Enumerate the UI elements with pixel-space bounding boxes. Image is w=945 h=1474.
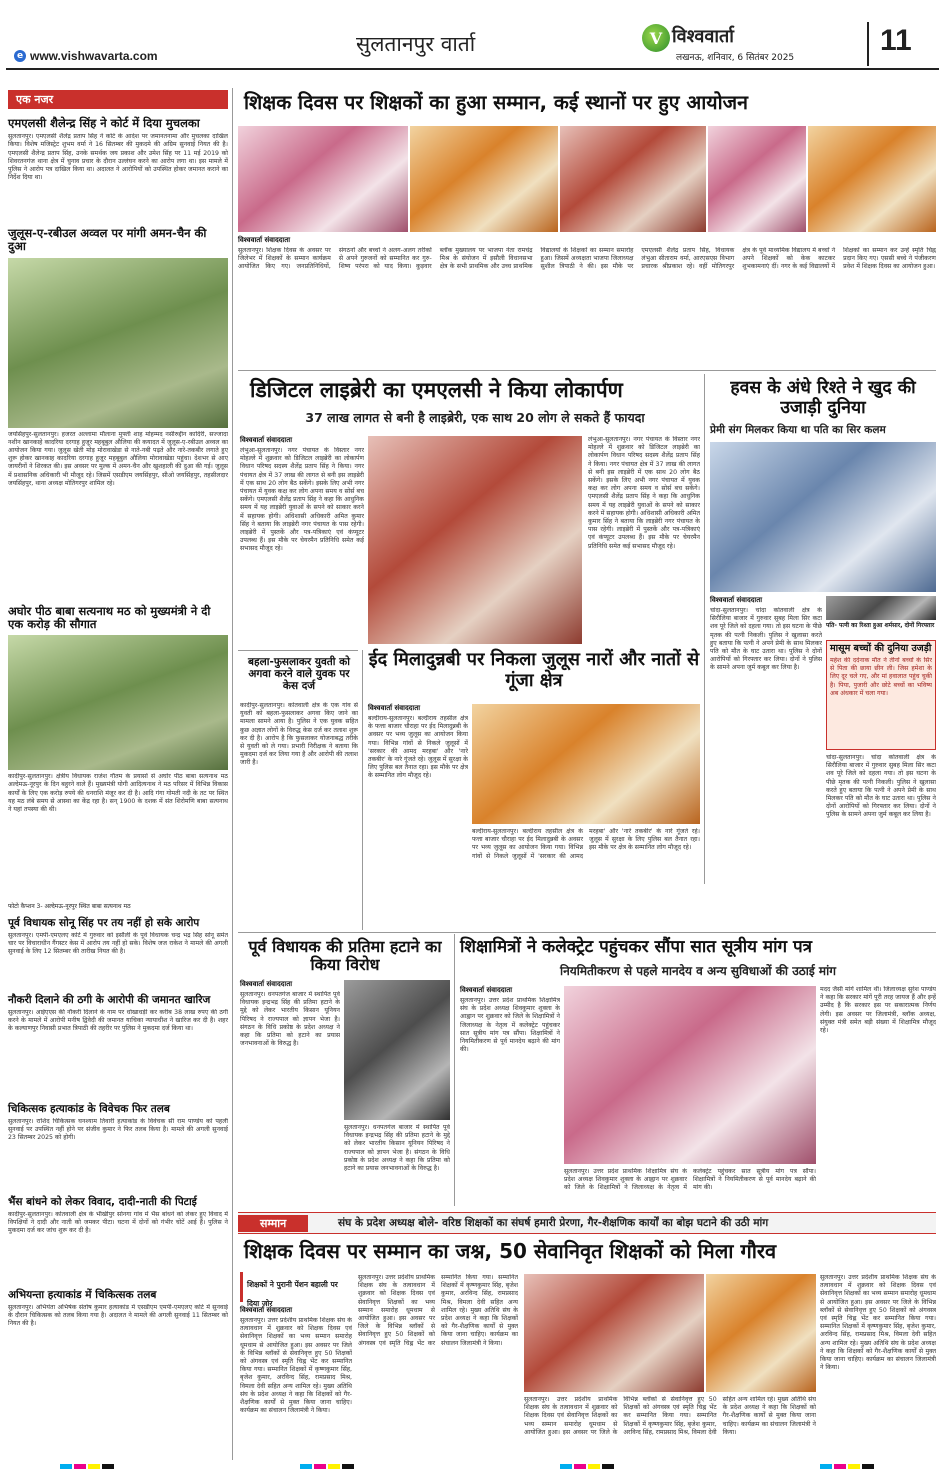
- bottom-note: [240, 1272, 352, 1308]
- library-divider: [704, 374, 705, 884]
- eid-text: [368, 704, 468, 928]
- eid-photo: [472, 704, 700, 824]
- left-column: [8, 90, 228, 1460]
- bottom-headline: शिक्षक दिवस पर सम्मान का जश्न, 50 सेवानिवृत शिक्षकों को मिला गौरव: [244, 1239, 777, 1263]
- reg-swatch: [574, 1464, 586, 1469]
- story4-headline: पूर्व विधायक सोनू सिंह पर तय नहीं हो सके आरोप: [8, 916, 200, 929]
- reg-swatch: [834, 1464, 846, 1469]
- shiksha-subheadline: नियमितीकरण से पहले मानदेय व अन्य सुविधाओं की उठाई मांग: [560, 964, 836, 978]
- reg-swatch: [862, 1464, 874, 1469]
- left-column-divider: [232, 88, 233, 1460]
- shiksha-body: सुलतानपुर। उत्तर प्रदेश प्राथमिक शिक्षामित्र संघ के प्रदेश अध्यक्ष शिवकुमार शुक्ला के आह्वान पर शुक्रवार को जिले के शिक्षामित्रों ने जिलाध्यक्ष के नेतृत्व में कलेक्ट्रेट पहुंचकर सात सूत्रीय मांग पत्र सौंपा। शिक्षामित्रों ने नियमितीकरण से पूर्व मानदेय बढ़ाने की मांग की।: [460, 997, 560, 1054]
- lust-inset-photo: [826, 596, 936, 620]
- lust-headline: हवस के अंधे रिश्ते ने खुद की उजाड़ी दुनिया: [730, 378, 916, 419]
- lust-body: चांदा-सुलतानपुर। चांदा कोतवाली क्षेत्र के सिरौलिया बाजार में गुरुवार सुबह मिला सिर कटा शव पूरे जिले को दहला गया। तो इस घटना के पीछे मृतक की पत्नी निकली। पुलिस ने खुलासा करते हुए बताया कि पत्नी ने अपने प्रेमी के साथ मिलकर पति को मौत के घाट उतारा था। पुलिस ने दोनों आरोपियों को गिरफ्तार कर लिया। दोनों ने पुलिस के सामने अपना जुर्म कबूल कर लिया है।: [710, 607, 822, 672]
- masthead: [0, 0, 945, 70]
- story8-headline: अभियन्ता हत्याकांड में चिकित्सक तलब: [8, 1288, 157, 1301]
- edition-title: सुलतानपुर वार्ता: [356, 32, 476, 56]
- shiksha-headline: शिक्षामित्रों ने कलेक्ट्रेट पहुंचकर सौंपा सात सूत्रीय मांग पत्र: [460, 937, 813, 957]
- reg-swatch: [602, 1464, 614, 1469]
- ie-icon: e: [14, 50, 26, 62]
- story1-body: सुलतानपुर। एमएलसी शैलेंद्र प्रताप सिंह ने कोर्ट के आदेश पर जमानतनामा और मुचलका दाखिल किया। विशेष मजिस्ट्रेट शुभम वर्मा ने 16 सितम्बर की मुकदमे की अग्रिम सुनवाई नियत की है। एमएलसी शैलेन्द्र प्रताप सिंह, उनके समर्थक जय प्रकाश और उमेश सिंह पर 11 मई 2019 को शिवरतनगंज थाना क्षेत्र में चुनाव प्रचार के दौरान उल्लंघन करने का आरोप लगा था। इस मामले में पुलिस ने आरोप पत्र दाखिल किया था। अदालत ने आरोपियों को उपस्थित होकर जमानत कराने का निर्देश दिया था।: [8, 133, 228, 182]
- eid-credit: विश्ववार्ता संवाददाता: [368, 704, 421, 712]
- top-story-body: सुलतानपुर। शिक्षक दिवस के अवसर पर जिलेभर में शिक्षकों के सम्मान कार्यक्रम आयोजित किए गए। जनप्रतिनिधियों, संगठनों और बच्चों ने अलग-अलग तरीकों से अपने गुरुजनों को सम्मानित कर गुरु-शिष्य परंपरा को याद किया। कुड़वार ब्लॉक मुख्यालय पर भाजपा नेता रामचंद्र मिश्र के संयोजन में इसौली विधानसभा क्षेत्र के सभी प्राथमिक और उच्च प्राथमिक विद्यालयों के शिक्षकों का सम्मान समारोह हुआ। जिसमें अध्यक्षता भाजपा जिलाध्यक्ष सुशील त्रिपाठी ने की। इस मौके पर एमएलसी शैलेंद्र प्रताप सिंह, विधायक लंभुआ सीताराम वर्मा, आरएसएस विभाग प्रचारक श्रीप्रकाश रहे। वहीं मोतिगरपुर क्षेत्र के पूर्व माध्यमिक विद्यालय में बच्चों ने अपने शिक्षकों को केक काटकर शुभकामनाएं दीं। नगर के कई विद्यालयों में शिक्षकों का सम्मान कर उन्हें स्मृति चिह्न प्रदान किए गए। एससी बच्चे ने पंजीकरण प्रवेश में शिक्षक दिवस का आयोजन हुआ।: [238, 247, 936, 271]
- story3-headline: अघोर पीठ बाबा सत्यनाथ मठ को मुख्यमंत्री ने दी एक करोड़ की सौगात: [8, 603, 211, 631]
- story3-photo: [8, 635, 228, 770]
- story1-headline: एमएलसी शैलेन्द्र सिंह ने कोर्ट में दिया मुचलका: [8, 116, 200, 130]
- library-photo: [368, 436, 582, 644]
- mid-rule: [238, 932, 936, 933]
- bottom-body-col3: सुलतानपुर। उत्तर प्रदेशीय प्राथमिक शिक्षक संघ के तत्वावधान में शुक्रवार को शिक्षक दिवस एवं सेवानिवृत्त शिक्षकों का भव्य सम्मान समारोह धूमधाम से आयोजित हुआ। इस अवसर पर जिले के विभिन्न ब्लॉकों से सेवानिवृत्त हुए 50 शिक्षकों को अंगवस्त्र एवं स्मृति चिह्न भेंट कर सम्मानित किया गया। सम्मानित शिक्षकों में कृष्णकुमार सिंह, बृजेश कुमार, अरविन्द सिंह, रामप्रसाद मिश्र, विमला देवी सहित अन्य शामिल रहे। मुख्य अतिथि संघ के प्रदेश अध्यक्ष ने कहा कि शिक्षकों को गैर-शैक्षणिक कार्यों से मुक्त किया जाना चाहिए। कार्यक्रम का संचालन जिलामंत्री ने किया।: [524, 1396, 816, 1436]
- lust-photo: [710, 442, 936, 592]
- reg-swatch: [314, 1464, 326, 1469]
- library-body: लंभुआ-सुलतानपुर। नगर पंचायत के विस्तार नगर मोहल्ले में शुक्रवार को डिजिटल लाइब्रेरी का लोकार्पण विधान परिषद सदस्य शैलेंद्र प्रताप सिंह ने किया। नगर पंचायत क्षेत्र में 37 लाख की लागत से बनी इस लाइब्रेरी में एक साथ 20 लोग बैठ सकेंगे। इसके लिए अभी नगर पंचायत में युवक कक्ष कर लोग अपना समय व सोर्स बच सकेंगे। एमएलसी शैलेंद्र प्रताप सिंह ने कहा कि आधुनिक समय में यह लाइब्रेरी युवाओं के सपने को साकार करने में सहायक होगी। अधिशासी अधिकारी अमित कुमार सिंह ने बताया कि लाइब्रेरी नगर पंचायत के पास रहेगी। लाइब्रेरी में पुस्तकें और पत्र-पत्रिकाएं एवं कंप्यूटर उपलब्ध हैं। इस मौके पर चेयरमैन प्रतिनिधि समेत कई सभासद मौजूद रहे।: [240, 447, 364, 553]
- page-number: 11: [880, 24, 912, 57]
- library-subheadline: 37 लाख लागत से बनी है लाइब्रेरी, एक साथ 20 लोग ले सकते हैं फायदा: [305, 410, 645, 425]
- eid-body-continued: बल्दीराय-सुलतानपुर। बल्दीराय तहसील क्षेत्र के फत्ता बाजार चौराहा पर ईद मिलादुन्नबी के अवसर पर भव्य जुलूस का आयोजन किया गया। विभिन्न गांवों से निकले जुलूसों में 'सरकार की आमद मरहबा' और 'नारे तकबीर' के नारे गूंजते रहे। जुलूस में सुरक्षा के लिए पुलिस बल तैनात रहा। इस मौके पर क्षेत्र के सम्मानित लोग मौजूद रहे।: [472, 828, 700, 860]
- site-url[interactable]: www.vishwavarta.com: [30, 49, 158, 63]
- statue-body-continued: सुलतानपुर। धनपतगंज बाजार में स्थापित पूर्व विधायक इन्द्रभद्र सिंह की प्रतिमा हटाने के मुद्दे को लेकर भारतीय किसान यूनियन पिरिषद ने राज्यपाल को ज्ञापन भेजा है। संगठन के विधि प्रकोष्ठ के प्रदेश अध्यक्ष ने कहा कि प्रतिमा को हटाने का प्रयास जनभावनाओं के विरुद्ध है।: [344, 1124, 450, 1173]
- reg-swatch: [560, 1464, 572, 1469]
- lust-credit: विश्ववार्ता संवाददाता: [710, 596, 763, 604]
- story2-headline: जुलूस-ए-रबीउल अव्वल पर मांगी अमन-चैन की दुआ: [8, 226, 207, 254]
- library-credit: विश्ववार्ता संवाददाता: [240, 436, 293, 444]
- youth-body: कादीपुर-सुलतानपुर। कोतवाली क्षेत्र के एक गांव से युवती को बहला-फुसलाकर अगवा किए जाने का मामला सामने आया है। पुलिस ने एक युवक सहित कुछ अज्ञात लोगों के विरुद्ध केस दर्ज कर तलाश शुरू कर दी है। आरोप है कि फुसलाकर योजनाबद्ध तरीके से युवती को ले गया। प्रभारी निरीक्षक ने बताया कि मुकदमा दर्ज कर लिया गया है और आरोपी की तलाश जारी है।: [240, 702, 358, 767]
- top-story-photo-5: [808, 126, 936, 232]
- youth-headline: बहला-फुसलाकर युवती को अगवा करने वाले युवक पर केस दर्ज: [248, 656, 350, 693]
- library-text: [240, 436, 364, 644]
- bottom-note-text: शिक्षकों ने पुरानी पेंशन बहाली पर दिया जोर: [247, 1280, 338, 1308]
- lust-photo-caption: पति- पत्नी का रिश्ता हुआ शर्मसार, दोनों गिरफ्तार: [826, 622, 935, 629]
- samman-band-text: संघ के प्रदेश अध्यक्ष बोले- वरिष्ठ शिक्षकों का संघर्ष हमारी प्रेरणा, गैर-शैक्षणिक कार्यों का बोझ घटाने की उठी मांग: [338, 1217, 769, 1229]
- lust-text: [710, 596, 822, 884]
- samman-band: [238, 1212, 936, 1234]
- top-story-photo-3: [560, 126, 706, 232]
- statue-text: [240, 980, 340, 1206]
- shiksha-credit: विश्ववार्ता संवाददाता: [460, 986, 513, 994]
- story3-body: कादीपुर-सुलतानपुर। क्षेत्रीय विधायक राजेश गौतम के प्रयासों से अघोर पीठ बाबा सत्यनाथ मठ अल्देमऊ-नूरपुर के दिन बहुरने वाले हैं। मुख्यमंत्री योगी आदित्यनाथ ने मठ परिसर में विभिन्न विकास कार्यों के लिए एक करोड़ रुपये की धनराशि मंजूर कर दी है। आदि गंगा गोमती नदी के तट पर स्थित यह मठ लंबे समय से आस्था का केंद्र रहा है। सन् 1900 के दशक में संत शिरोमणि बाबा सत्यनाथ ने यहां तपस्या की थी।: [8, 773, 228, 813]
- top-story-photo-1: [238, 126, 408, 232]
- story3-caption: फोटो कैप्शन 3- अल्देमऊ-नूरपुर स्थित बाबा सत्यनाथ मठ: [8, 903, 131, 911]
- reg-swatch: [74, 1464, 86, 1469]
- bottom-credit: विश्ववार्ता संवाददाता: [240, 1306, 293, 1314]
- story6-headline: चिकित्सक हत्याकांड के विवेचक फिर तलब: [8, 1102, 170, 1115]
- shiksha-photo: [564, 986, 816, 1164]
- youth-rule: [238, 650, 358, 651]
- reg-swatch: [848, 1464, 860, 1469]
- dateline: लखनऊ, शनिवार, 6 सितंबर 2025: [676, 53, 795, 63]
- shiksha-text: [460, 986, 560, 1206]
- shiksha-body-2: मदद जैसी मांगें शामिल थीं। जिलाध्यक्ष सुरेश पाण्डेय ने कहा कि सरकार मांगें पूरी तरह जायज हैं और इन्हें उम्मीद है कि सरकार इस पर सकारात्मक निर्णय लेगी। इस अवसर पर जिलामंत्री, ब्लॉक अध्यक्ष, संयुक्त मंत्री समेत बड़ी संख्या में शिक्षामित्र मौजूद रहे।: [820, 986, 936, 1035]
- reg-swatch: [102, 1464, 114, 1469]
- story7-headline: भैंस बांधने को लेकर विवाद, दादी-नाती की पिटाई: [8, 1195, 197, 1208]
- story7-body: कादीपुर-सुलतानपुर। कोतवाली क्षेत्र के भीखीपुर सोनगा गांव में भैंस बांधने को लेकर हुए विवाद में विपक्षियों ने दादी और नाती को जमकर पीटा। घटना में दोनों को गंभीर चोटें आई हैं। पुलिस ने मुकदमा दर्ज कर जांच शुरू कर दी है।: [8, 1210, 228, 1235]
- shiksha-body-continued: सुलतानपुर। उत्तर प्रदेश प्राथमिक शिक्षामित्र संघ के प्रदेश अध्यक्ष शिवकुमार शुक्ला के आह्वान पर शुक्रवार को जिले के शिक्षामित्रों ने जिलाध्यक्ष के नेतृत्व में कलेक्ट्रेट पहुंचकर सात सूत्रीय मांग पत्र सौंपा। शिक्षामित्रों ने नियमितीकरण से पूर्व मानदेय बढ़ाने की मांग की।: [564, 1168, 816, 1192]
- story8-body: सुलतानपुर। अभियंता अभिषेक संतोष कुमार हत्याकांड में एसडीएम एमपी-एमएलए कोर्ट में सुनवाई के दौरान चिकित्सक को तलब किया गया है। अदालत ने मामले की अगली सुनवाई 11 सितम्बर को नियत की है।: [8, 1303, 228, 1328]
- brand-logo-icon: V: [642, 24, 670, 52]
- library-headline: डिजिटल लाइब्रेरी का एमएलसी ने किया लोकार्पण: [250, 378, 623, 402]
- masthead-rule: [6, 68, 939, 70]
- reg-swatch: [328, 1464, 340, 1469]
- reg-swatch: [60, 1464, 72, 1469]
- top-story-text: [238, 236, 936, 366]
- eid-headline: ईद मिलादुन्नबी पर निकला जुलूस नारों और नातों से गूंजा क्षेत्र: [368, 649, 700, 691]
- reg-swatch: [300, 1464, 312, 1469]
- ek-nazar-tag: एक नजर: [8, 90, 228, 109]
- eid-body: बल्दीराय-सुलतानपुर। बल्दीराय तहसील क्षेत्र के फत्ता बाजार चौराहा पर ईद मिलादुन्नबी के अवसर पर भव्य जुलूस का आयोजन किया गया। विभिन्न गांवों से निकले जुलूसों में 'सरकार की आमद मरहबा' और 'नारे तकबीर' के नारे गूंजते रहे। जुलूस में सुरक्षा के लिए पुलिस बल तैनात रहा। इस मौके पर क्षेत्र के सम्मानित लोग मौजूद रहे।: [368, 715, 468, 780]
- lust-box-title: मासूम बच्चों की दुनिया उजड़ी: [830, 643, 932, 654]
- bottom-body-col2: सुलतानपुर। उत्तर प्रदेशीय प्राथमिक शिक्षक संघ के तत्वावधान में शुक्रवार को शिक्षक दिवस एवं सेवानिवृत्त शिक्षकों का भव्य सम्मान समारोह धूमधाम से आयोजित हुआ। इस अवसर पर जिले के विभिन्न ब्लॉकों से सेवानिवृत्त हुए 50 शिक्षकों को अंगवस्त्र एवं स्मृति चिह्न भेंट कर सम्मानित किया गया। सम्मानित शिक्षकों में कृष्णकुमार सिंह, बृजेश कुमार, अरविन्द सिंह, रामप्रसाद मिश्र, विमला देवी सहित अन्य शामिल रहे। मुख्य अतिथि संघ के प्रदेश अध्यक्ष ने कहा कि शिक्षकों को गैर-शैक्षणिक कार्यों से मुक्त किया जाना चाहिए। कार्यक्रम का संचालन जिलामंत्री ने किया।: [358, 1274, 518, 1347]
- reg-swatch: [88, 1464, 100, 1469]
- page-number-divider: [867, 22, 869, 66]
- top-story-credit: विश्ववार्ता संवाददाता: [238, 236, 291, 244]
- reg-swatch: [342, 1464, 354, 1469]
- lust-subheadline: प्रेमी संग मिलकर किया था पति का सिर कलम: [710, 424, 886, 436]
- youth-divider: [362, 650, 363, 930]
- top-story-rule: [238, 370, 936, 371]
- bottom-photo-1: [524, 1274, 704, 1392]
- lust-body-continued: चांदा-सुलतानपुर। चांदा कोतवाली क्षेत्र के सिरौलिया बाजार में गुरुवार सुबह मिला सिर कटा शव पूरे जिले को दहला गया। तो इस घटना के पीछे मृतक की पत्नी निकली। पुलिस ने खुलासा करते हुए बताया कि पत्नी ने अपने प्रेमी के साथ मिलकर पति को मौत के घाट उतारा था। पुलिस ने दोनों आरोपियों को गिरफ्तार कर लिया। दोनों ने पुलिस के सामने अपना जुर्म कबूल कर लिया है।: [826, 754, 936, 819]
- story4-body: सुलतानपुर। एमपी-एमएलए कोर्ट में गुरुवार को इसौली के पूर्व विधायक चन्द्र भद्र सिंह सोनू समेत चार पर विचाराधीन गैंगस्टर केस में आरोप तय नहीं हो सके। विशेष जज राकेश ने मामले की अगली सुनवाई के लिए 12 सितम्बर की तारीख नियत की है।: [8, 931, 228, 956]
- top-story-headline: शिक्षक दिवस पर शिक्षकों का हुआ सम्मान, कई स्थानों पर हुए आयोजन: [244, 91, 748, 114]
- story5-body: सुलतानपुर। आईएएस की नौकरी दिलाने के नाम पर धोखाधड़ी कर करीब 38 लाख रुपए की ठगी करने के मामले में आरोपी मनीष द्विवेदी की जमानत याचिका न्यायाधीश ने खारिज कर दी है। शहर के कल्याणपुर निवासी प्रभात त्रिपाठी की तहरीर पर पुलिस ने मुकदमा दर्ज किया था।: [8, 1008, 228, 1033]
- reg-swatch: [820, 1464, 832, 1469]
- brand-name: विश्ववार्ता: [672, 26, 734, 47]
- library-body-continued: लंभुआ-सुलतानपुर। नगर पंचायत के विस्तार नगर मोहल्ले में शुक्रवार को डिजिटल लाइब्रेरी का लोकार्पण विधान परिषद सदस्य शैलेंद्र प्रताप सिंह ने किया। नगर पंचायत क्षेत्र में 37 लाख की लागत से बनी इस लाइब्रेरी में एक साथ 20 लोग बैठ सकेंगे। इसके लिए अभी नगर पंचायत में युवक कक्ष कर लोग अपना समय व सोर्स बच सकेंगे। एमएलसी शैलेंद्र प्रताप सिंह ने कहा कि आधुनिक समय में यह लाइब्रेरी युवाओं के सपने को साकार करने में सहायक होगी। अधिशासी अधिकारी अमित कुमार सिंह ने बताया कि लाइब्रेरी नगर पंचायत के पास रहेगी। लाइब्रेरी में पुस्तकें और पत्र-पत्रिकाएं एवं कंप्यूटर उपलब्ध हैं। इस मौके पर चेयरमैन प्रतिनिधि समेत कई सभासद मौजूद रहे।: [588, 436, 700, 550]
- reg-swatch: [588, 1464, 600, 1469]
- bottom-body: सुलतानपुर। उत्तर प्रदेशीय प्राथमिक शिक्षक संघ के तत्वावधान में शुक्रवार को शिक्षक दिवस एवं सेवानिवृत्त शिक्षकों का भव्य सम्मान समारोह धूमधाम से आयोजित हुआ। इस अवसर पर जिले के विभिन्न ब्लॉकों से सेवानिवृत्त हुए 50 शिक्षकों को अंगवस्त्र एवं स्मृति चिह्न भेंट कर सम्मानित किया गया। सम्मानित शिक्षकों में कृष्णकुमार सिंह, बृजेश कुमार, अरविन्द सिंह, रामप्रसाद मिश्र, विमला देवी सहित अन्य शामिल रहे। मुख्य अतिथि संघ के प्रदेश अध्यक्ष ने कहा कि शिक्षकों को गैर-शैक्षणिक कार्यों से मुक्त किया जाना चाहिए। कार्यक्रम का संचालन जिलामंत्री ने किया।: [240, 1317, 352, 1415]
- story2-photo: [8, 258, 228, 428]
- bottom-photo-2: [706, 1274, 816, 1392]
- statue-headline: पूर्व विधायक की प्रतिमा हटाने का किया विरोध: [248, 937, 442, 975]
- bottom-text: [240, 1306, 352, 1456]
- top-story-photo-2: [410, 126, 558, 232]
- story6-body: सुलतानपुर। राशिद चिकित्सक घनश्याम तिवारी हत्याकांड के विवेचक सी राम पाण्डेय को पहली सुनवाई पर उपस्थित नहीं होने पर संजीव कुमार ने फिर तलब किया है। मामले की अगली सुनवाई 23 सितम्बर 2025 को होगी।: [8, 1117, 228, 1142]
- lust-box-body: महेश की दर्दनाक मौत ने तीनों बच्चों के सिर से पिता की छाया छीन ली। जिस हमेशा के लिए दूर चले गए, और मां हवालात पहुंच चुकी है। पिया, पुजारी और छोटे बच्चों का भविष्य अब अंधकार में चला गया।: [830, 656, 932, 697]
- story5-headline: नौकरी दिलाने की ठगी के आरोपी की जमानत खारिज: [8, 993, 211, 1006]
- statue-photo: [344, 980, 450, 1120]
- bottom-body-col4: सुलतानपुर। उत्तर प्रदेशीय प्राथमिक शिक्षक संघ के तत्वावधान में शुक्रवार को शिक्षक दिवस एवं सेवानिवृत्त शिक्षकों का भव्य सम्मान समारोह धूमधाम से आयोजित हुआ। इस अवसर पर जिले के विभिन्न ब्लॉकों से सेवानिवृत्त हुए 50 शिक्षकों को अंगवस्त्र एवं स्मृति चिह्न भेंट कर सम्मानित किया गया। सम्मानित शिक्षकों में कृष्णकुमार सिंह, बृजेश कुमार, अरविन्द सिंह, रामप्रसाद मिश्र, विमला देवी सहित अन्य शामिल रहे। मुख्य अतिथि संघ के प्रदेश अध्यक्ष ने कहा कि शिक्षकों को गैर-शैक्षणिक कार्यों से मुक्त किया जाना चाहिए। कार्यक्रम का संचालन जिलामंत्री ने किया।: [820, 1274, 936, 1372]
- statue-body: सुलतानपुर। धनपतगंज बाजार में स्थापित पूर्व विधायक इन्द्रभद्र सिंह की प्रतिमा हटाने के मुद्दे को लेकर भारतीय किसान यूनियन पिरिषद ने राज्यपाल को ज्ञापन भेजा है। संगठन के विधि प्रकोष्ठ के प्रदेश अध्यक्ष ने कहा कि प्रतिमा को हटाने का प्रयास जनभावनाओं के विरुद्ध है।: [240, 991, 340, 1048]
- statue-divider: [454, 934, 455, 1206]
- story2-body: जयसिंहपुर-सुलतानपुर। हजरत अल्लामा मौलाना मुफ्ती शाह मोहम्मद नसीरुद्दीन कादिरी, सज्जादा नशीन खानकाहे कादरिया दरगाह हुजूर महबूबुल औलिया की कयादत में जुलूस-ए-रबीउल अव्वल का आयोजन किया गया। जुलूस खेती मोड़ मोरावाखेडा से नाते-नबी पढ़ते और नारे-तकबीर लगाते हुए शुरू होकर खानकाह कादरिया दरगाह हुजूर महबूबुल औलिया मोरावाखेडा पहुंचा। देशभर से आए जायरीनों ने शिरकत की। इस अवसर पर मुल्क में अमन-चैन और खुशहाली की दुआ की गई। जुलूस में प्रशासनिक अधिकारी भी मौजूद रहे। जिसमें एसडीएम जयसिंहपुर, सीओ जयसिंहपुर, तहसीलदार जयसिंहपुर, थाना अध्यक्ष मोतिगरपुर शामिल रहे।: [8, 430, 228, 487]
- top-story-photo-4: [708, 126, 806, 232]
- lust-box: [826, 640, 936, 750]
- statue-credit: विश्ववार्ता संवाददाता: [240, 980, 293, 988]
- samman-tag: सम्मान: [238, 1215, 308, 1232]
